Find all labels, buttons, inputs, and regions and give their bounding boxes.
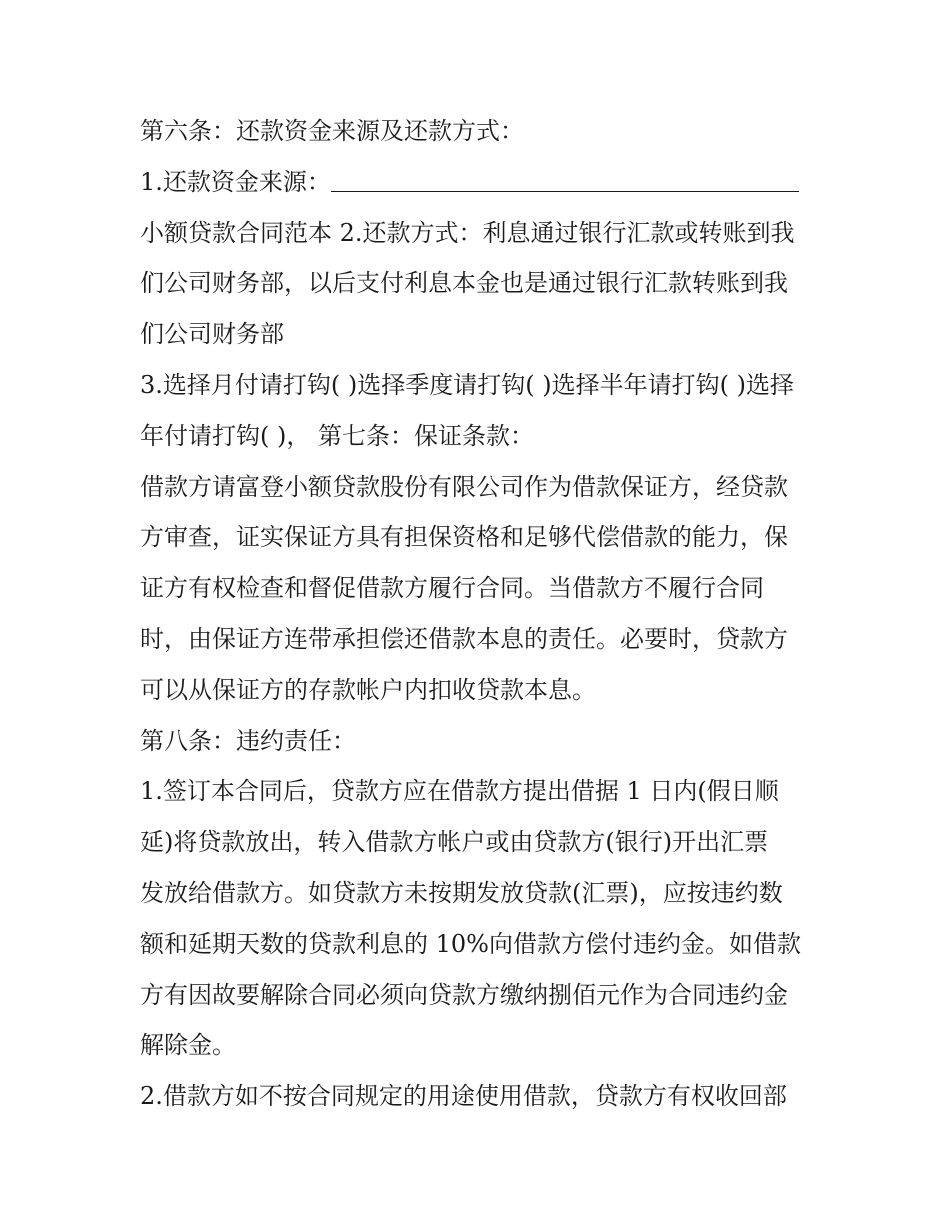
body-line: 可以从保证方的存款帐户内扣收贷款本息。 — [140, 675, 596, 704]
body-line: 延)将贷款放出，转入借款方帐户或由贷款方(银行)开出汇票 — [140, 828, 769, 857]
body-line: 方有因故要解除合同必须向贷款方缴纳捌佰元作为合同违约金 — [140, 980, 788, 1009]
document-body — [140, 106, 820, 1122]
body-line: 时，由保证方连带承担偿还借款本息的责任。必要时，贷款方 — [140, 624, 788, 653]
body-line: 们公司财务部，以后支付利息本金也是通过银行汇款转账到我 — [140, 269, 788, 298]
body-line: 证方有权检查和督促借款方履行合同。当借款方不履行合同 — [140, 574, 764, 603]
body-line: 3.选择月付请打钩( )选择季度请打钩( )选择半年请打钩( )选择 — [140, 370, 794, 399]
repayment-source-label: 1.还款资金来源： — [140, 167, 331, 196]
body-line: 2.借款方如不按合同规定的用途使用借款，贷款方有权收回部 — [140, 1082, 787, 1111]
body-line: 发放给借款方。如贷款方未按期发放贷款(汇票)，应按违约数 — [140, 878, 783, 907]
body-line: 小额贷款合同范本 2.还款方式：利息通过银行汇款或转账到我 — [140, 218, 795, 247]
article-8-heading: 第八条：违约责任： — [140, 726, 356, 755]
body-line: 额和延期天数的贷款利息的 10%向借款方偿付违约金。如借款 — [140, 929, 801, 958]
article-6-heading: 第六条：还款资金来源及还款方式： — [140, 117, 524, 145]
body-line: 1.签订本合同后，贷款方应在借款方提出借据 1 日内(假日顺 — [140, 777, 779, 806]
body-line: 年付请打钩( )， 第七条：保证条款： — [140, 421, 534, 450]
repayment-source-blank — [331, 190, 799, 192]
repayment-source-line — [140, 157, 820, 208]
body-line: 解除金。 — [140, 1031, 236, 1060]
body-line: 方审查，证实保证方具有担保资格和足够代偿借款的能力，保 — [140, 523, 788, 552]
body-line: 们公司财务部 — [140, 320, 284, 349]
body-line: 借款方请富登小额贷款股份有限公司作为借款保证方，经贷款 — [140, 472, 788, 501]
